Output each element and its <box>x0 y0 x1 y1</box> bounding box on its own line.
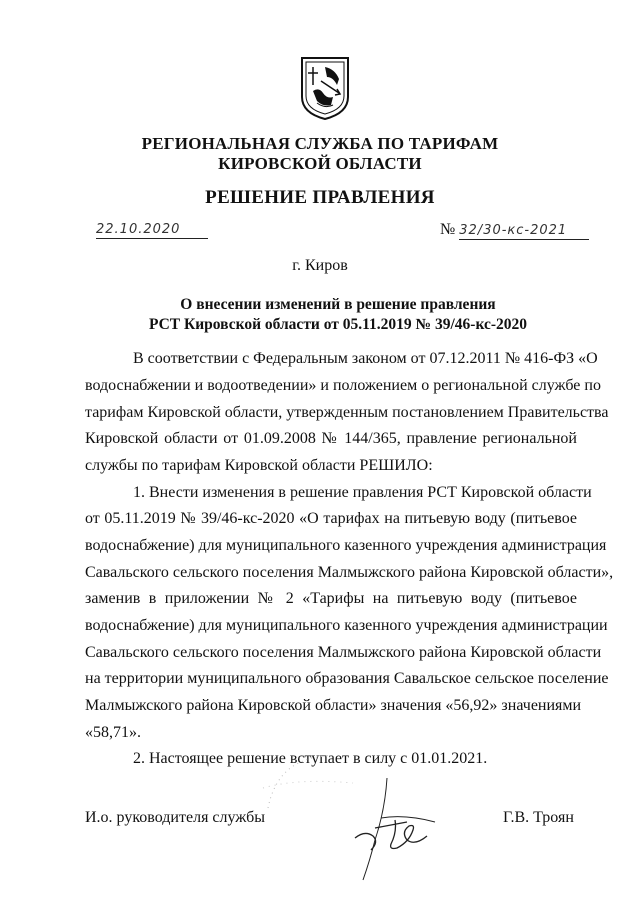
body-line: Малмыжского района Кировской области» значения «56,92» значениями <box>85 697 582 714</box>
organization-name-line2: КИРОВСКОЙ ОБЛАСТИ <box>218 154 422 173</box>
body-line: «58,71». <box>85 724 141 741</box>
body-line: Савальского сельского поселения Малмыжского района Кировской области», <box>85 564 614 581</box>
document-number-value: 32/30-кс-2021 <box>459 223 589 240</box>
body-line: 1. Внести изменения в решение правления РСТ Кировской области <box>133 484 592 501</box>
body-line: на территории муниципального образования Савальское сельское поселение <box>85 670 609 687</box>
body-line: Савальского сельского поселения Малмыжского района Кировской области <box>85 644 602 661</box>
organization-name-line1: РЕГИОНАЛЬНАЯ СЛУЖБА ПО ТАРИФАМ <box>141 134 499 153</box>
signatory-position: И.о. руководителя службы <box>85 809 266 826</box>
coat-of-arms-icon <box>299 55 351 121</box>
stamp-mark-icon <box>258 748 358 818</box>
body-line: водоснабжении и водоотведении» и положением о региональной службе по <box>85 377 601 394</box>
body-line: службы по тарифам Кировской области РЕШИЛО: <box>85 457 433 474</box>
subject-line2: РСТ Кировской области от 05.11.2019 № 39/46-кс-2020 <box>148 316 528 333</box>
body-line: водоснабжение) для муниципального казенного учреждения администрации <box>85 617 608 634</box>
body-line: от 05.11.2019 № 39/46-кс-2020 «О тарифах на питьевую воду (питьевое <box>85 510 577 527</box>
body-line: водоснабжение) для муниципального казенного учреждения администрация <box>85 537 607 554</box>
body-line: Кировской области от 01.09.2008 № 144/365, правление региональной <box>85 430 577 447</box>
document-date: 22.10.2020 <box>96 222 208 239</box>
body-line: 2. Настоящее решение вступает в силу с 01.01.2021. <box>133 750 488 767</box>
number-sign: № <box>440 221 456 238</box>
body-line: тарифам Кировской области, утвержденным постановлением Правительства <box>85 404 609 421</box>
body-line: заменив в приложении № 2 «Тарифы на питьевую воду (питьевое <box>85 590 577 607</box>
subject-line1: О внесении изменений в решение правления <box>180 296 496 313</box>
handwritten-signature-icon <box>345 770 465 885</box>
document-type: РЕШЕНИЕ ПРАВЛЕНИЯ <box>205 187 435 208</box>
signatory-name: Г.В. Троян <box>503 809 574 826</box>
document-number <box>440 221 589 240</box>
body-line: В соответствии с Федеральным законом от 07.12.2011 № 416-ФЗ «О <box>133 350 598 367</box>
city: г. Киров <box>292 257 348 274</box>
